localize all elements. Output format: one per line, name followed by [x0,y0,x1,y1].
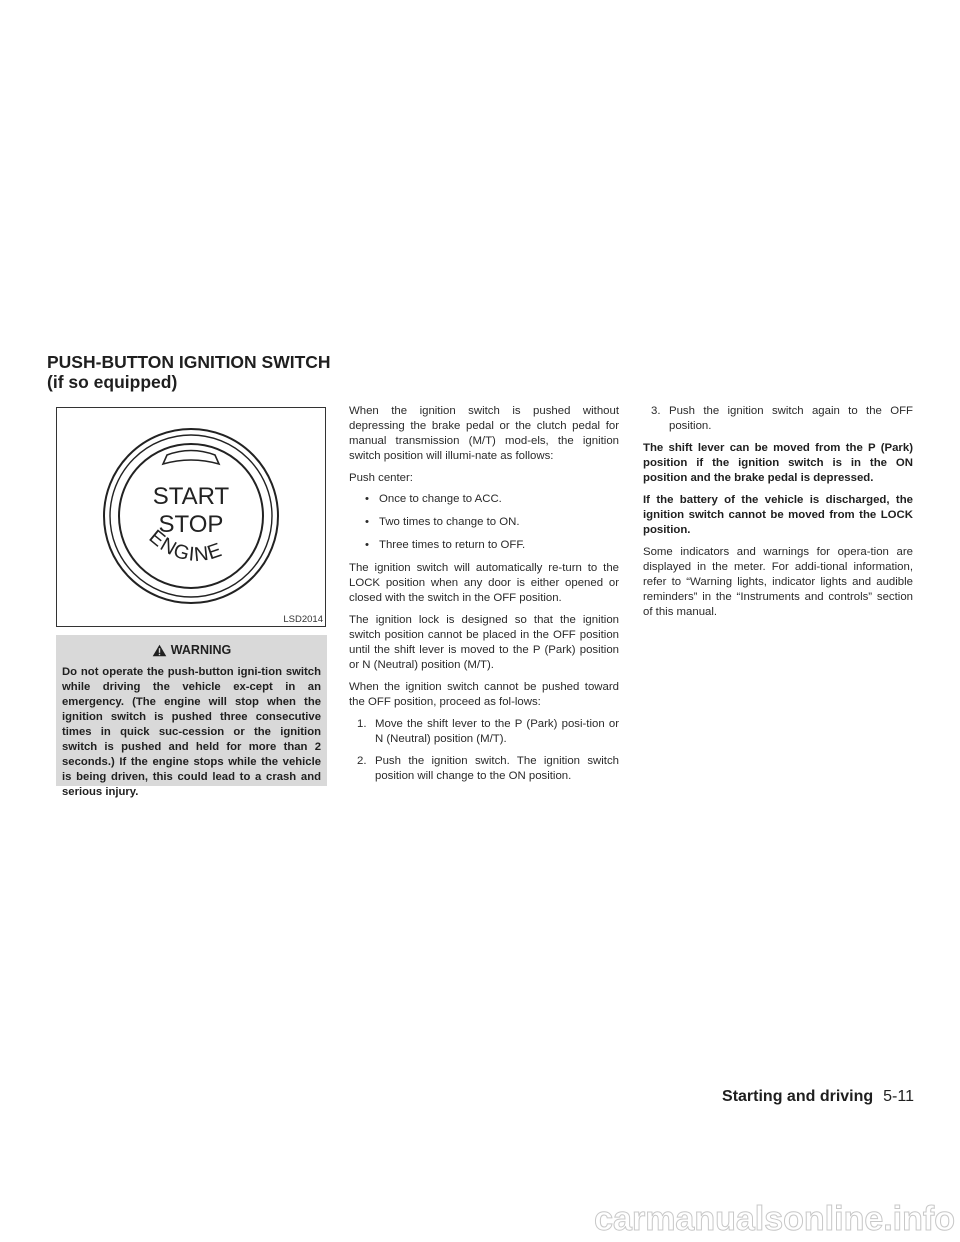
step-text: Push the ignition switch. The ignition switch position will change to the ON position. [375,755,619,782]
watermark-text: carmanualsonline.info [594,1200,955,1238]
ignition-lock-paragraph: The ignition lock is designed so that the ignition switch position cannot be placed in the OFF position until the shift lever is moved to the P (Park) position or N (Neutral) position (M/T). [349,614,619,671]
bullet-icon: • [365,539,369,551]
watermark [0,1182,960,1242]
bullet-icon: • [365,493,369,505]
list-item [349,717,619,747]
list-item [643,404,913,434]
chapter-name: Starting and driving [722,1088,874,1105]
intro-paragraph: When the ignition switch is pushed without depressing the brake pedal or the clutch pedal for manual transmission (M/T) mod-els, the ignition switch position will illumi-nate as follows: [349,405,619,462]
figure-label: LSD2014 [283,614,323,625]
step-number: 2. [357,755,367,767]
step-text: Move the shift lever to the P (Park) posi-tion or N (Neutral) position (M/T). [375,718,619,745]
list-item-text: Three times to return to OFF. [379,539,526,551]
warning-title: WARNING [170,643,232,657]
list-item [349,492,619,507]
step-number: 1. [357,718,367,730]
ignition-button-figure [56,407,326,627]
button-text-engine: ENGINE [144,525,226,567]
warning-header [62,643,321,657]
list-item [349,754,619,784]
list-item-text: Once to change to ACC. [379,493,502,505]
ignition-button-illustration [57,408,325,626]
list-item-text: Two times to change to ON. [379,516,520,528]
bullet-icon: • [365,516,369,528]
page-footer [722,1088,914,1106]
button-text-stop: STOP [158,511,224,538]
push-center-label: Push center: [349,472,413,484]
auto-return-paragraph: The ignition switch will automatically re-turn to the LOCK position when any door is either opened or closed with the switch in the OFF position. [349,562,619,604]
list-item [349,515,619,530]
battery-note: If the battery of the vehicle is discharged, the ignition switch cannot be moved from the LOCK position. [643,494,913,536]
warning-box [56,635,327,798]
column-right [643,404,913,627]
warning-triangle-icon [152,644,167,657]
page-number: 5-11 [883,1088,914,1105]
button-text-start: START [152,483,230,510]
section-title: PUSH-BUTTON IGNITION SWITCH (if so equipped) [47,352,331,392]
list-item [349,538,619,553]
warning-text: Do not operate the push-button igni-tion switch while driving the vehicle ex-cept in an emergency. (The engine will stop when the ignition switch is pushed three consecutive times in quick suc-cession or the ignition switch is pushed and held for more than 2 seconds.) If the engine stops while the vehicle is being driven, this could lead to a crash and serious injury. [62,666,321,798]
step-number: 3. [651,405,661,417]
step-text: Push the ignition switch again to the OFF position. [669,405,913,432]
cannot-push-paragraph: When the ignition switch cannot be pushed toward the OFF position, proceed as fol-lows: [349,681,619,708]
indicators-paragraph: Some indicators and warnings for opera-tion are displayed in the meter. For addi-tional information, refer to “Warning lights, indicator lights and audible reminders” in the “Instruments and controls” section of this manual. [643,546,913,618]
column-middle [349,404,619,791]
shift-lever-note: The shift lever can be moved from the P (Park) position if the ignition switch is in the ON position and the brake pedal is depressed. [643,442,913,484]
